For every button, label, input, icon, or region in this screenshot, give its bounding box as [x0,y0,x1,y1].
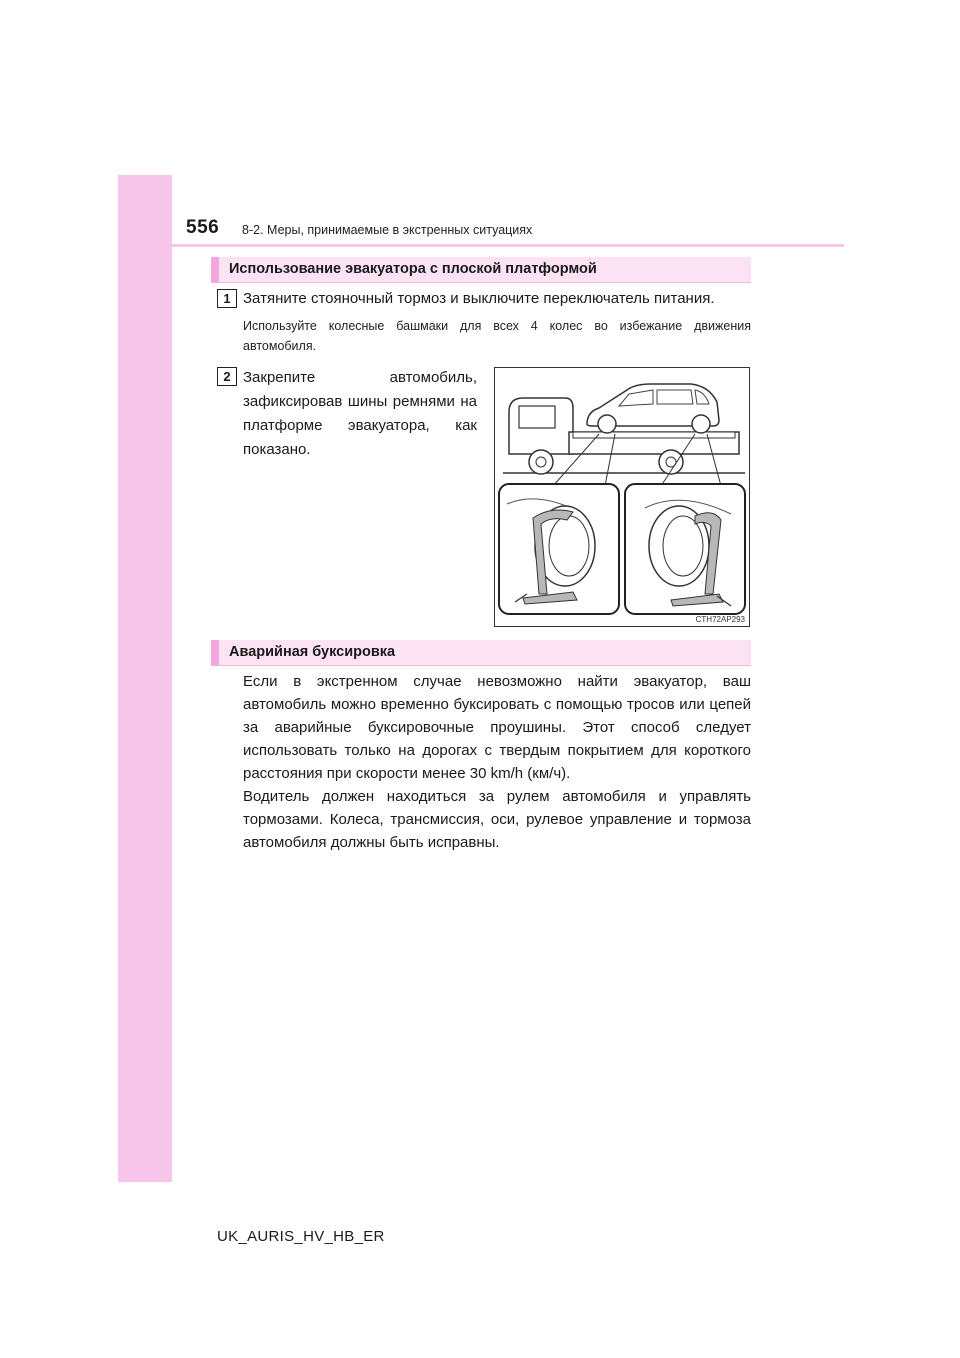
emergency-towing-paragraph-2: Водитель должен находиться за рулем автомобиля и управлять тормозами. Колеса, трансмиссия, оси, рулевое управление и тормоза автомобиля должны быть исправны. [243,788,751,851]
section-heading-emergency-towing [211,640,751,666]
tow-truck-illustration [494,367,750,627]
step-2-text: Закрепите автомобиль, зафиксировав шины ремнями на платформе эвакуатора, как показано. [243,369,477,458]
side-tab-bar [118,175,172,1182]
section-heading-text: Аварийная буксировка [229,644,396,660]
header-rule [172,244,844,247]
page-number: 556 [186,217,220,238]
step-number-2: 2 [217,367,237,386]
emergency-towing-paragraph-1: Если в экстренном случае невозможно найти эвакуатор, ваш автомобиль можно временно буксировать с помощью тросов или цепей за аварийные буксировочные проушины. Этот способ следует использовать только на дорогах с твердым покрытием для короткого расстояния при скорости менее 30 km/h (км/ч). [243,673,751,782]
step-1-note: Используйте колесные башмаки для всех 4 колес во избежание движения автомобиля. [243,319,751,353]
document-code: UK_AURIS_HV_HB_ER [217,1228,385,1245]
step-1-text: Затяните стояночный тормоз и выключите переключатель питания. [243,290,715,307]
tow-truck-drawing [495,368,749,626]
step-number-1: 1 [217,289,237,308]
section-heading-text: Использование эвакуатора с плоской платформой [229,261,597,277]
figure-code: CTH72AP293 [695,615,745,624]
section-heading-flatbed [211,257,751,283]
chapter-title: 8-2. Меры, принимаемые в экстренных ситуациях [242,223,533,237]
